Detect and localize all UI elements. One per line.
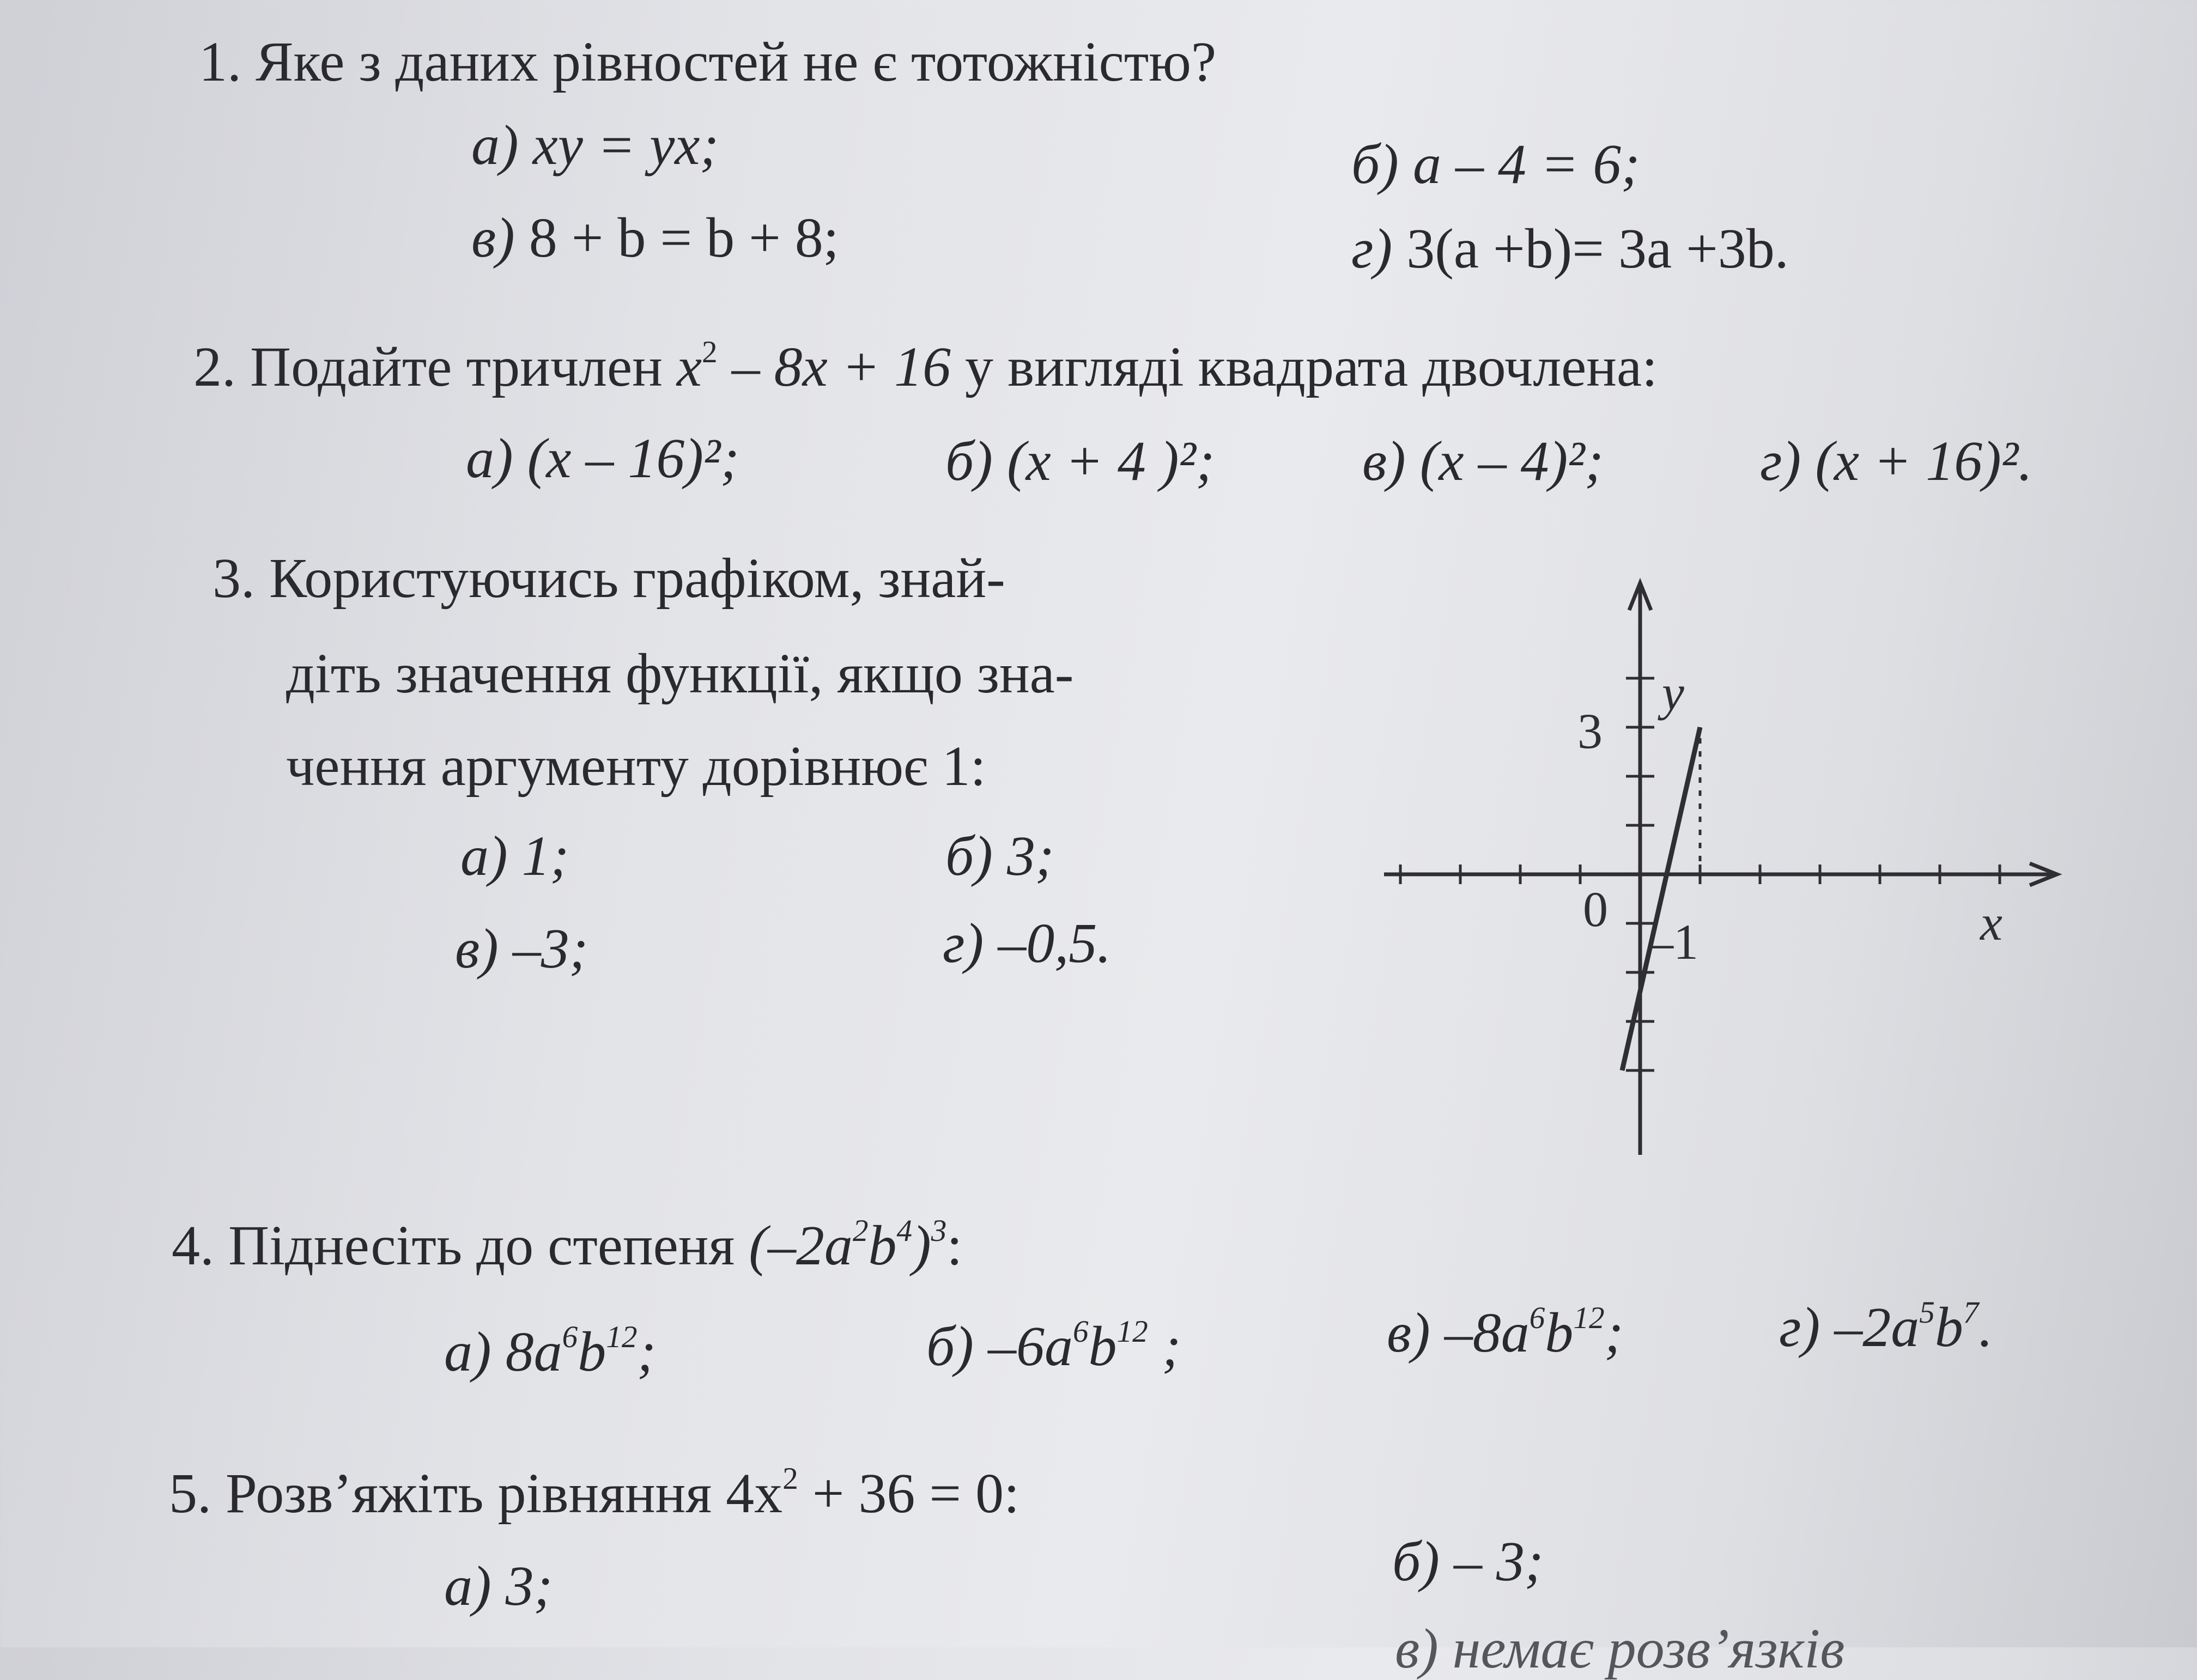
q2-option-b: б) (x + 4 )²;	[945, 430, 1215, 492]
question-3-line-2: діть значення функції, якщо зна-	[286, 642, 1074, 705]
origin-label: 0	[1583, 881, 1608, 937]
question-5-title: 5. Розв’яжіть рівняння $4x^2 + 36 = 0$:	[169, 1462, 1019, 1525]
q4-option-v: в) $-8a^6b^{12}$;	[1387, 1301, 1624, 1364]
q5-option-v: в) немає розв’язків	[1395, 1617, 1845, 1680]
question-4-title: 4. Піднесіть до степеня $(-2a^2b^4)^3$:	[172, 1214, 963, 1277]
y-axis-label: y	[1662, 665, 1684, 721]
q3-option-g: г) –0,5.	[943, 912, 1112, 975]
x-axis-label: x	[1980, 895, 2002, 951]
q1-option-g: г) 3(a +b)= 3a +3b.	[1351, 217, 1789, 280]
tick-label-minus-1: –1	[1648, 914, 1698, 970]
q5-option-a: а) 3;	[444, 1555, 553, 1617]
question-1-title: 1. Яке з даних рівностей не є тотожністю?	[199, 31, 1217, 93]
q2-option-a: а) (x – 16)²;	[466, 427, 739, 490]
q1-option-b: б) a – 4 = 6;	[1351, 133, 1640, 196]
tick-label-3: 3	[1577, 703, 1603, 759]
q2-option-g: г) (x + 16)².	[1760, 430, 2032, 492]
q3-option-b: б) 3;	[945, 825, 1054, 887]
question-2-title: 2. Подайте тричлен $x^2 - 8x + 16$ у вигляді квадрата двочлена:	[193, 335, 1658, 398]
q3-option-v: в) –3;	[455, 917, 588, 980]
q5-option-b: б) – 3;	[1392, 1530, 1544, 1593]
question-3-line-1: 3. Користуючись графіком, знай-	[213, 547, 1005, 610]
q4-option-g: г) $-2a^5b^7$.	[1779, 1295, 1993, 1359]
q3-option-a: а) 1;	[460, 825, 569, 887]
q2-option-v: в) (x – 4)²;	[1362, 430, 1604, 492]
q1-option-a: а) xy = yx;	[471, 114, 719, 176]
function-graph	[1373, 556, 2076, 1166]
q4-option-b: б) $-6a^6b^{12}$ ;	[926, 1314, 1181, 1378]
function-line	[1622, 727, 1700, 1070]
q1-option-v: в) 8 + b = b + 8;	[471, 206, 839, 269]
question-3-line-3: чення аргументу дорівнює 1:	[286, 735, 986, 798]
q4-option-a: а) $8a^6b^{12}$;	[444, 1320, 657, 1383]
